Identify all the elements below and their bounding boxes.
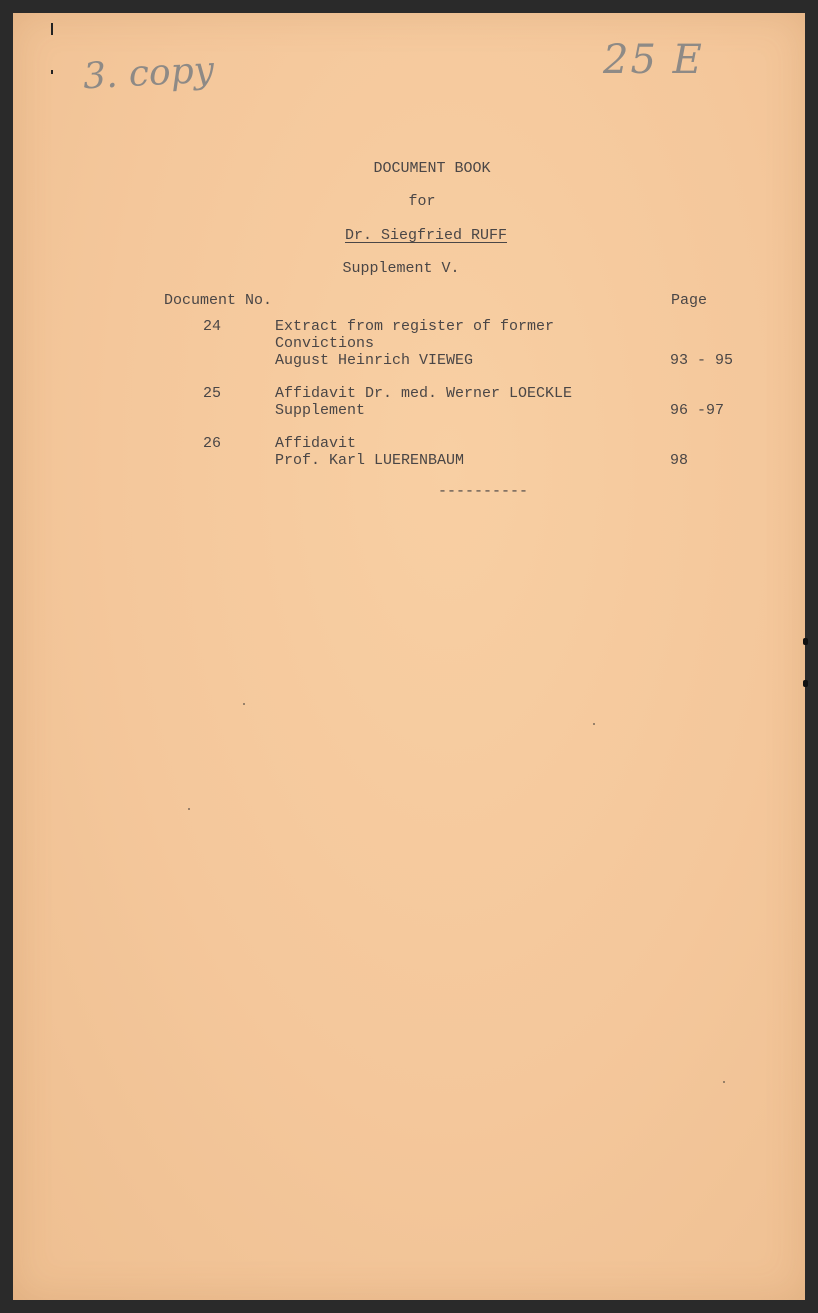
document-heading: DOCUMENT BOOK (373, 160, 491, 177)
supplement-label: Supplement V. (342, 260, 460, 277)
paper-speck (243, 703, 245, 705)
handwritten-copy-note: 3. copy (82, 49, 215, 98)
margin-mark (51, 70, 53, 74)
entry-description-line: Extract from register of former (275, 318, 555, 335)
entry-pages: 96 -97 (670, 402, 725, 419)
closing-rule: ---------- (438, 483, 529, 500)
handwritten-document-number: 25 E (603, 37, 704, 83)
paper-speck (593, 723, 595, 725)
entry-number: 26 (203, 435, 222, 452)
entry-description-line: Affidavit (275, 435, 357, 452)
entry-description-line: Convictions (275, 335, 375, 352)
margin-mark (51, 23, 53, 35)
entry-description-line: August Heinrich VIEWEG (275, 352, 474, 369)
document-page (13, 13, 805, 1300)
column-header-page: Page (671, 292, 708, 309)
binding-hole (803, 680, 808, 687)
entry-description-line: Prof. Karl LUERENBAUM (275, 452, 465, 469)
entry-pages: 98 (670, 452, 689, 469)
column-header-document-no: Document No. (164, 292, 273, 309)
entry-description-line: Affidavit Dr. med. Werner LOECKLE (275, 385, 573, 402)
entry-number: 24 (203, 318, 222, 335)
binding-hole (803, 638, 808, 645)
heading-for: for (408, 193, 436, 210)
paper-speck (723, 1081, 725, 1083)
paper-speck (188, 808, 190, 810)
entry-description-line: Supplement (275, 402, 366, 419)
entry-pages: 93 - 95 (670, 352, 734, 369)
entry-number: 25 (203, 385, 222, 402)
defendant-name: Dr. Siegfried RUFF (344, 227, 508, 244)
